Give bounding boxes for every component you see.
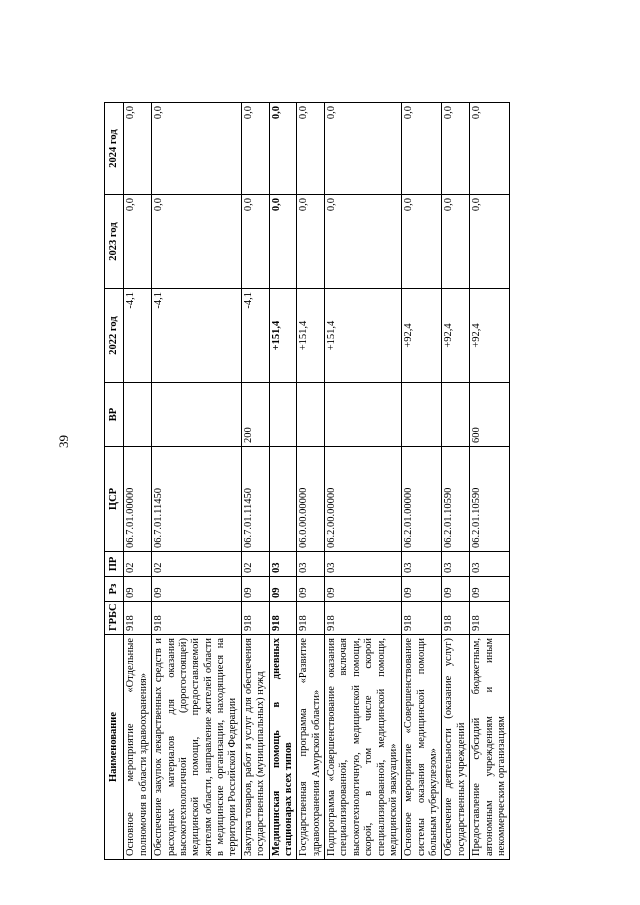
row-vr [297, 383, 325, 447]
row-name: Подпрограмма «Совершенствование оказания специализированной, включая высокотехнологичную, медицинской помощи, скорой, в том числе скорой специализированной, медицинской помощи, медицинской эвакуации» [325, 635, 402, 860]
row-name: Обеспечение деятельности (оказание услуг) государственных учреждений [442, 635, 470, 860]
row-2022: -4,1 [124, 289, 152, 383]
row-vr [152, 383, 242, 447]
row-grbs: 918 [269, 602, 297, 635]
table-row [241, 103, 269, 860]
row-pr: 03 [470, 552, 510, 577]
row-2023: 0,0 [269, 195, 297, 289]
table-row [325, 103, 402, 860]
row-grbs: 918 [325, 602, 402, 635]
row-csr: 06.2.01.10590 [442, 447, 470, 552]
header-2024: 2024 год [105, 103, 124, 195]
header-grbs: ГРБС [105, 602, 124, 635]
row-2022: +92,4 [470, 289, 510, 383]
row-pr: 03 [325, 552, 402, 577]
row-vr [325, 383, 402, 447]
row-2023: 0,0 [241, 195, 269, 289]
row-grbs: 918 [442, 602, 470, 635]
row-vr [124, 383, 152, 447]
row-vr [442, 383, 470, 447]
row-rz: 09 [269, 577, 297, 602]
row-name: Государственная программа «Развитие здравоохранения Амурской области» [297, 635, 325, 860]
row-2024: 0,0 [269, 103, 297, 195]
table-row [269, 103, 297, 860]
row-pr: 02 [241, 552, 269, 577]
row-csr: 06.2.00.00000 [325, 447, 402, 552]
row-grbs: 918 [124, 602, 152, 635]
table-row [124, 103, 152, 860]
row-rz: 09 [402, 577, 442, 602]
header-name: Наименование [105, 635, 124, 860]
row-csr: 06.0.00.00000 [297, 447, 325, 552]
row-2024: 0,0 [297, 103, 325, 195]
row-rz: 09 [152, 577, 242, 602]
row-grbs: 918 [241, 602, 269, 635]
row-pr: 03 [269, 552, 297, 577]
row-vr: 600 [470, 383, 510, 447]
row-csr: 06.7.01.11450 [241, 447, 269, 552]
row-rz: 09 [297, 577, 325, 602]
row-rz: 09 [241, 577, 269, 602]
table-row [402, 103, 442, 860]
table-row [442, 103, 470, 860]
row-name: Основное мероприятие «Совершенствование системы оказания медицинской помощи больным туберкулезом» [402, 635, 442, 860]
row-2023: 0,0 [442, 195, 470, 289]
row-pr: 03 [402, 552, 442, 577]
row-2023: 0,0 [402, 195, 442, 289]
header-pr: ПР [105, 552, 124, 577]
row-vr [402, 383, 442, 447]
row-vr: 200 [241, 383, 269, 447]
row-grbs: 918 [470, 602, 510, 635]
row-2023: 0,0 [470, 195, 510, 289]
row-2023: 0,0 [152, 195, 242, 289]
row-name: Закупка товаров, работ и услуг для обеспечения государственных (муниципальных) нужд [241, 635, 269, 860]
row-2024: 0,0 [241, 103, 269, 195]
row-2023: 0,0 [124, 195, 152, 289]
budget-table [104, 102, 510, 860]
row-name: Основное мероприятие «Отдельные полномочия в области здравоохранения» [124, 635, 152, 860]
table-row [297, 103, 325, 860]
row-2024: 0,0 [325, 103, 402, 195]
row-2023: 0,0 [325, 195, 402, 289]
row-2022: +92,4 [402, 289, 442, 383]
row-rz: 09 [124, 577, 152, 602]
header-2022: 2022 год [105, 289, 124, 383]
row-name: Обеспечение закупок лекарственных средств и расходных материалов для оказания высокотехнологичной (дорогостоящей) медицинской помощи, предоставляемой жителям области, направление жителей области в медицинские организации, находящиеся на территории Российской Федерации [152, 635, 242, 860]
row-2022: -4,1 [152, 289, 242, 383]
row-csr: 06.2.01.00000 [402, 447, 442, 552]
header-vr: ВР [105, 383, 124, 447]
row-rz: 09 [442, 577, 470, 602]
row-pr: 03 [442, 552, 470, 577]
row-name: Медицинская помощь в дневных стационарах всех типов [269, 635, 297, 860]
row-2024: 0,0 [402, 103, 442, 195]
header-rz: Рз [105, 577, 124, 602]
rotated-table-container [104, 103, 510, 860]
row-csr [269, 447, 297, 552]
row-2023: 0,0 [297, 195, 325, 289]
row-2024: 0,0 [470, 103, 510, 195]
row-2022: +151,4 [297, 289, 325, 383]
row-rz: 09 [325, 577, 402, 602]
row-2022: +151,4 [269, 289, 297, 383]
row-csr: 06.2.01.10590 [470, 447, 510, 552]
row-2022: +151,4 [325, 289, 402, 383]
row-2024: 0,0 [124, 103, 152, 195]
row-2022: +92,4 [442, 289, 470, 383]
row-grbs: 918 [297, 602, 325, 635]
table-row [470, 103, 510, 860]
row-pr: 02 [124, 552, 152, 577]
row-2022: -4,1 [241, 289, 269, 383]
page-number: 39 [56, 435, 71, 448]
table-row [152, 103, 242, 860]
row-pr: 02 [152, 552, 242, 577]
header-2023: 2023 год [105, 195, 124, 289]
header-csr: ЦСР [105, 447, 124, 552]
row-grbs: 918 [152, 602, 242, 635]
row-2024: 0,0 [152, 103, 242, 195]
row-vr [269, 383, 297, 447]
row-pr: 03 [297, 552, 325, 577]
row-rz: 09 [470, 577, 510, 602]
row-csr: 06.7.01.00000 [124, 447, 152, 552]
row-name: Предоставление субсидий бюджетным, автономным учреждениям и иным некоммерческим организациям [470, 635, 510, 860]
row-csr: 06.7.01.11450 [152, 447, 242, 552]
row-grbs: 918 [402, 602, 442, 635]
table-header-row [105, 103, 124, 860]
row-2024: 0,0 [442, 103, 470, 195]
